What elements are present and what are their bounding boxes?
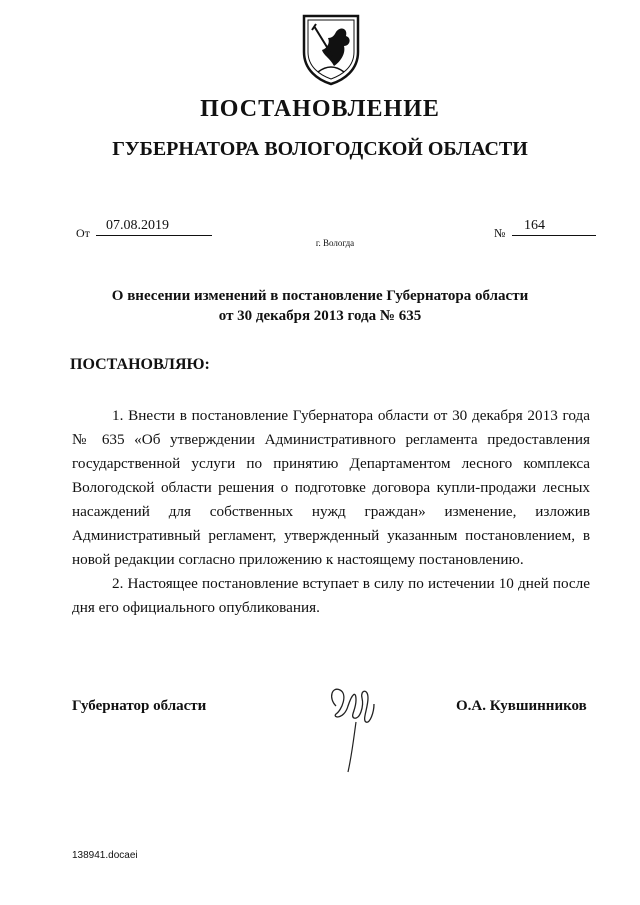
document-number: 164 <box>512 218 596 236</box>
subject-line-2: от 30 декабря 2013 года № 635 <box>218 308 422 324</box>
signatory-name: О.А. Кувшинников <box>456 698 587 714</box>
document-subject <box>0 286 640 326</box>
date-label: От <box>76 226 90 240</box>
document-subtitle: ГУБЕРНАТОРА ВОЛОГОДСКОЙ ОБЛАСТИ <box>112 138 528 160</box>
document-date: 07.08.2019 <box>96 218 212 236</box>
file-reference: 138941.docaei <box>72 850 138 861</box>
paragraph-1: 1. Внести в постановление Губернатора области от 30 декабря 2013 года № 635 «Об утверждении Административного регламента предоставления государственной услуги по принятию Департаментом лесного комплекса Вологодской области решения о подготовке договора купли-продажи лесных насаждений для собственных нужд граждан» изменение, изложив Административный регламент, утвержденный указанным постановлением, в новой редакции согласно приложению к настоящему постановлению. <box>72 407 590 568</box>
subject-line-1: О внесении изменений в постановление Губернатора области <box>111 288 529 304</box>
decree-heading: ПОСТАНОВЛЯЮ: <box>70 356 210 373</box>
handwritten-signature <box>322 676 382 776</box>
coat-of-arms-icon <box>300 12 362 86</box>
signatory-title: Губернатор области <box>72 698 207 714</box>
document-title: ПОСТАНОВЛЕНИЕ <box>200 96 440 122</box>
number-label: № <box>494 226 506 240</box>
document-body <box>72 404 590 620</box>
paragraph-2: 2. Настоящее постановление вступает в силу по истечении 10 дней после дня его официального опубликования. <box>72 575 590 616</box>
city-name: г. Вологда <box>315 238 355 248</box>
